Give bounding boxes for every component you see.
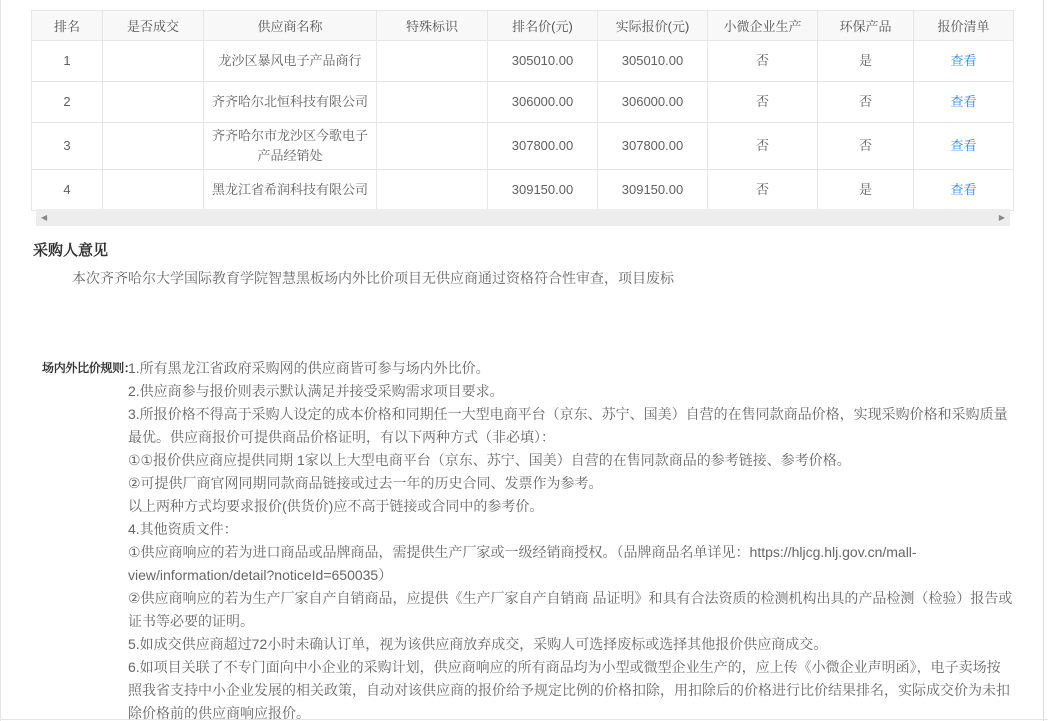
purchaser-opinion-title: 采购人意见 [33,242,109,259]
table-row [32,41,1014,82]
view-quote-link[interactable]: 查看 [950,182,977,198]
col-header-rank-price: 排名价(元) [488,11,598,41]
table-row [32,123,1014,170]
cell-rank: 3 [32,123,103,170]
cell-special-mark [377,170,488,211]
col-header-quote-list: 报价清单 [914,11,1014,41]
rule-item: 2.供应商参与报价则表示默认满足并接受采购需求项目要求。 [128,383,504,399]
cell-rank: 1 [32,41,103,82]
cell-actual-price: 306000.00 [598,82,708,123]
cell-special-mark [377,82,488,123]
rule-item: ①①报价供应商应提供同期 1家以上大型电商平台（京东、苏宁、国美）自营的在售同款商品的参考链接、参考价格。 [128,452,851,468]
cell-rank: 2 [32,82,103,123]
cell-deal-status [103,41,204,82]
col-header-deal-status: 是否成交 [103,11,204,41]
rule-item: 3.所报价格不得高于采购人设定的成本价格和同期任一大型电商平台（京东、苏宁、国美）自营的在售同款商品价格，实现采购价格和采购质量最优。供应商报价可提供商品价格证明，有以下两种方式（非必填）： [128,406,1008,445]
price-comparison-rules-section [42,357,1014,721]
col-header-small-micro: 小微企业生产 [708,11,818,41]
col-header-actual-price: 实际报价(元) [598,11,708,41]
col-header-eco-product: 环保产品 [818,11,914,41]
rule-item: 4.其他资质文件： [128,521,238,537]
rules-label: 场内外比价规则： [42,361,136,375]
cell-eco-product: 是 [818,170,914,211]
cell-quote-list [914,82,1014,123]
cell-rank: 4 [32,170,103,211]
rules-body [128,357,1014,721]
cell-eco-product: 否 [818,123,914,170]
cell-small-micro: 否 [708,41,818,82]
table-body [32,41,1014,211]
cell-deal-status [103,123,204,170]
cell-supplier-name: 黑龙江省希润科技有限公司 [204,170,377,211]
rule-item: 6.如项目关联了不专门面向中小企业的采购计划，供应商响应的所有商品均为小型或微型企业生产的，应上传《小微企业声明函》，电子卖场按照我省支持中小企业发展的相关政策，自动对该供应商的报价给予规定比例的价格扣除，用扣除后的价格进行比价结果排名，实际成交价为未扣除价格前的供应商响应报价。 [128,659,1010,721]
cell-eco-product: 否 [818,82,914,123]
view-quote-link[interactable]: 查看 [950,93,977,109]
cell-rank-price: 307800.00 [488,123,598,170]
cell-small-micro: 否 [708,170,818,211]
rule-item: ②供应商响应的若为生产厂家自产自销商品，应提供《生产厂家自产自销商 品证明》和具有合法资质的检测机构出具的产品检测（检验）报告或证书等必要的证明。 [128,590,1013,629]
cell-actual-price: 305010.00 [598,41,708,82]
cell-supplier-name: 龙沙区暴风电子产品商行 [204,41,377,82]
rule-item: 以上两种方式均要求报价(供货价)应不高于链接或合同中的参考价。 [128,498,544,514]
scroll-left-arrow-icon[interactable]: ◀ [41,212,48,222]
cell-rank-price: 309150.00 [488,170,598,211]
view-quote-link[interactable]: 查看 [950,52,977,68]
bid-ranking-table [31,10,1014,211]
cell-small-micro: 否 [708,123,818,170]
rule-item: 5.如成交供应商超过72小时未确认订单，视为该供应商放弃成交，采购人可选择废标或选择其他报价供应商成交。 [128,636,828,652]
rule-item: ①供应商响应的若为进口商品或品牌商品，需提供生产厂家或一级经销商授权。（品牌商品名单详见：https://hljcg.hlj.gov.cn/mall-view/information/detail?noticeId=650035） [128,544,917,583]
cell-quote-list [914,170,1014,211]
cell-rank-price: 305010.00 [488,41,598,82]
cell-deal-status [103,170,204,211]
table-header-row [32,11,1014,41]
view-quote-link[interactable]: 查看 [950,138,977,154]
cell-quote-list [914,123,1014,170]
cell-special-mark [377,41,488,82]
container-right-border [1043,0,1044,721]
cell-supplier-name: 齐齐哈尔市龙沙区今歌电子产品经销处 [204,123,377,170]
scroll-right-arrow-icon[interactable]: ▶ [998,212,1005,222]
purchaser-opinion-content: 本次齐齐哈尔大学国际教育学院智慧黑板场内外比价项目无供应商通过资格符合性审查，项目废标 [72,270,674,286]
cell-eco-product: 是 [818,41,914,82]
rule-item: ②可提供厂商官网同期同款商品链接或过去一年的历史合同、发票作为参考。 [128,475,603,491]
cell-supplier-name: 齐齐哈尔北恒科技有限公司 [204,82,377,123]
table-row [32,82,1014,123]
cell-actual-price: 307800.00 [598,123,708,170]
cell-actual-price: 309150.00 [598,170,708,211]
cell-special-mark [377,123,488,170]
rule-item: 1.所有黑龙江省政府采购网的供应商皆可参与场内外比价。 [128,360,490,376]
table-row [32,170,1014,211]
cell-deal-status [103,82,204,123]
cell-rank-price: 306000.00 [488,82,598,123]
container-left-border [0,0,1,721]
cell-quote-list [914,41,1014,82]
cell-small-micro: 否 [708,82,818,123]
horizontal-scrollbar[interactable] [36,209,1010,226]
col-header-rank: 排名 [32,11,103,41]
col-header-special-mark: 特殊标识 [377,11,488,41]
col-header-supplier-name: 供应商名称 [204,11,377,41]
